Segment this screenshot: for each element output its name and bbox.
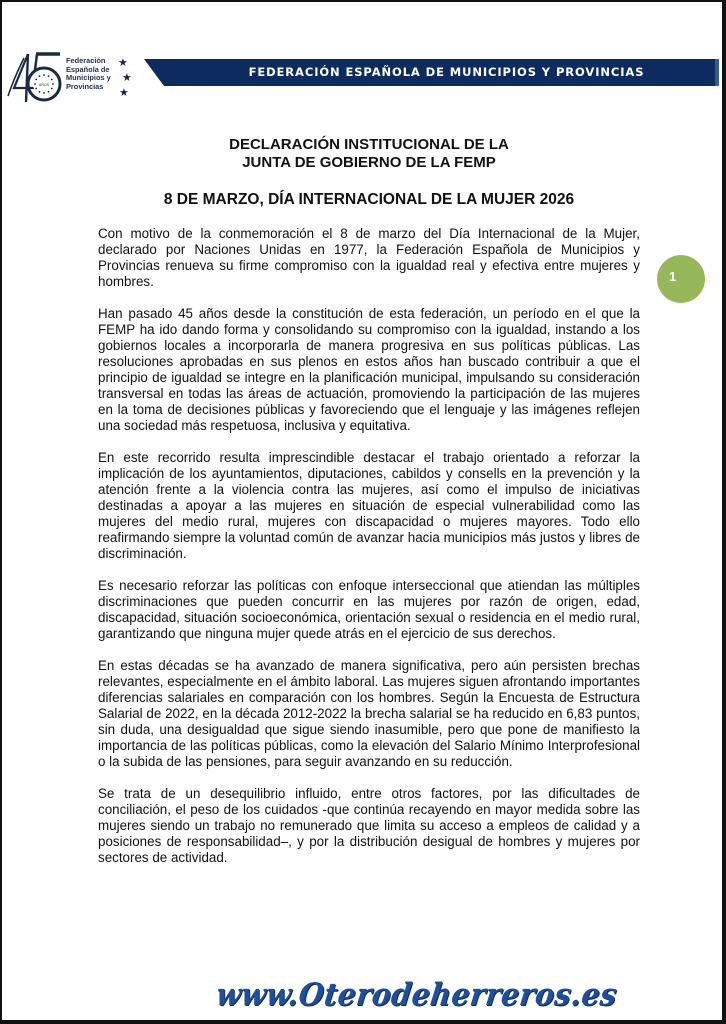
- paragraph: Es necesario reforzar las políticas con enfoque interseccional que atiendan las múltiples discriminaciones que pueden concurrir en las mujeres por razón de origen, edad, discapacidad, situación socioeconómica, orientación sexual o residencia en el medio rural, garantizando que ninguna mujer quede atrás en el ejercicio de sus derechos.: [98, 578, 640, 641]
- logo-line: Española de: [66, 64, 110, 74]
- watermark-url: www.Oterodeherreros.es: [214, 977, 620, 1013]
- star-icon: ★: [118, 57, 128, 69]
- logo-ring-text: AÑOS: [38, 83, 50, 87]
- document-body: [98, 226, 640, 882]
- logo-line: Federación: [66, 56, 106, 65]
- star-icon: ★: [122, 72, 132, 84]
- paragraph: Con motivo de la conmemoración el 8 de marzo del Día Internacional de la Mujer, declarado por Naciones Unidas en 1977, la Federación Española de Municipios y Provincias renueva su firme compromiso con la igualdad real y efectiva entre mujeres y hombres.: [98, 226, 640, 289]
- logo-org-name: [66, 57, 111, 91]
- femp-45-logo: [6, 48, 136, 106]
- star-icon: ★: [119, 87, 129, 99]
- logo-line: Municipios y: [66, 73, 111, 83]
- stars-decoration: [118, 56, 134, 102]
- page-number-badge: 1: [657, 255, 705, 303]
- paragraph: Se trata de un desequilibrio influido, entre otros factores, por las dificultades de conciliación, el peso de los cuidados -que continúa recayendo en mayor medida sobre las mujeres siendo un trabajo no remunerado que limita su acceso a empleos de calidad y a posiciones de responsabilidad–, y por la distribución desigual de hombres y mujeres por sectores de actividad.: [98, 786, 640, 865]
- logo-45-graphic: [6, 48, 66, 106]
- title-line: JUNTA DE GOBIERNO DE LA FEMP: [242, 154, 496, 171]
- document-title: [98, 136, 640, 172]
- document-subtitle: 8 DE MARZO, DÍA INTERNACIONAL DE LA MUJER 2026: [163, 191, 575, 208]
- header-banner: [144, 59, 719, 86]
- banner-title: FEDERACIÓN ESPAÑOLA DE MUNICIPIOS Y PROVINCIAS: [248, 65, 645, 79]
- logo-line: Provincias: [66, 81, 104, 91]
- paragraph: En este recorrido resulta imprescindible destacar el trabajo orientado a reforzar la implicación de los ayuntamientos, diputaciones, cabildos y consells en la prevención y la atención frente a la violencia contra las mujeres, así como el impulso de iniciativas destinadas a apoyar a las mujeres en situación de especial vulnerabilidad como las mujeres del medio rural, mujeres con discapacidad o mujeres mayores. Todo ello reafirmando siempre la voluntad común de avanzar hacia municipios más justos y libres de discriminación.: [98, 450, 640, 561]
- paragraph: Han pasado 45 años desde la constitución de esta federación, un período en el que la FEMP ha ido dando forma y consolidando su compromiso con la igualdad, instando a los gobiernos locales a incorporarla de manera progresiva en sus políticas públicas. Las resoluciones aprobadas en sus plenos en estos años han buscado contribuir a que el principio de igualdad se integre en la planificación municipal, impulsando su consideración transversal en todas las áreas de actuación, promoviendo la participación de las mujeres en la toma de decisiones públicas y favoreciendo que el lenguaje y las imágenes reflejen una sociedad más respetuosa, inclusiva y equitativa.: [98, 306, 640, 433]
- paragraph: En estas décadas se ha avanzado de manera significativa, pero aún persisten brechas relevantes, especialmente en el ámbito laboral. Las mujeres siguen afrontando importantes diferencias salariales en comparación con los hombres. Según la Encuesta de Estructura Salarial de 2022, en la década 2012-2022 la brecha salarial se ha reducido en 6,83 puntos, sin duda, una desigualdad que sigue siendo inasumible, pero que pone de manifiesto la importancia de las políticas públicas, como la elevación del Salario Mínimo Interprofesional o la subida de las pensiones, para seguir avanzando en su reducción.: [98, 658, 640, 769]
- title-line: DECLARACIÓN INSTITUCIONAL DE LA: [229, 136, 509, 153]
